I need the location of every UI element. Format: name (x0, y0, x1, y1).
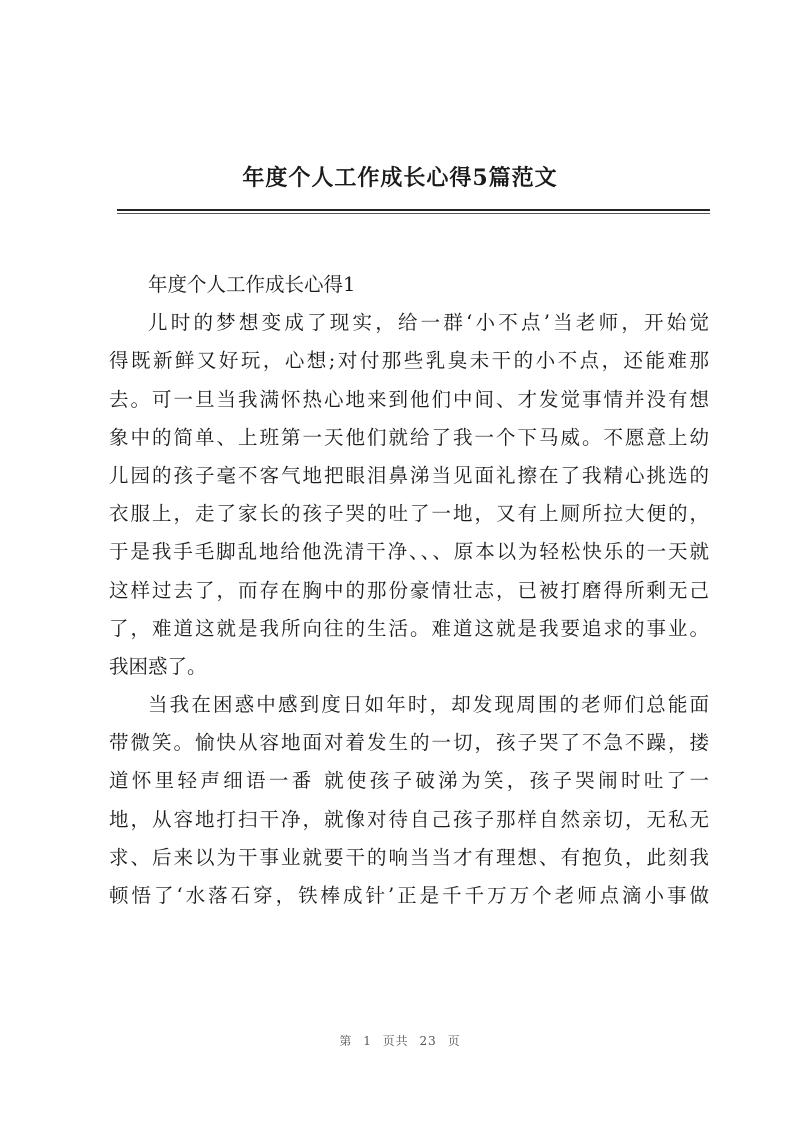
paragraph-line: 求、后来以为干事业就要干的响当当才有理想、有抱负，此刻我 (109, 845, 709, 869)
paragraph-line: 顿悟了‘水落石穿，铁棒成针’正是千千万万个老师点滴小事做 (109, 884, 709, 907)
paragraph-line: 带微笑。愉快从容地面对着发生的一切，孩子哭了不急不躁，搂 (109, 731, 709, 755)
paragraph-line: 衣服上，走了家长的孩子哭的吐了一地，又有上厕所拉大便的， (109, 502, 709, 526)
footer-middle: 页共 (382, 1034, 409, 1048)
title-underline-thin (117, 213, 710, 214)
paragraph-line: 去。可一旦当我满怀热心地来到他们中间、才发觉事情并没有想 (109, 387, 709, 411)
document-body (109, 266, 709, 915)
section-heading: 年度个人工作成长心得1 (148, 273, 356, 296)
footer-total-pages: 23 (419, 1034, 437, 1048)
paragraph-line: 儿时的梦想变成了现实，给一群‘小不点’当老师，开始觉 (148, 311, 709, 335)
page-footer (0, 1032, 800, 1049)
paragraph-2 (109, 686, 709, 915)
paragraph-line: 我困惑了。 (109, 654, 207, 678)
paragraph-line: 儿园的孩子毫不客气地把眼泪鼻涕当见面礼擦在了我精心挑选的 (109, 463, 709, 487)
paragraph-1 (109, 304, 709, 686)
footer-suffix: 页 (447, 1034, 461, 1048)
paragraph-line: 了，难道这就是我所向往的生活。难道这就是我要追求的事业。 (109, 616, 709, 640)
paragraph-line: 这样过去了，而存在胸中的那份豪情壮志，已被打磨得所剩无己 (109, 578, 709, 602)
document-title: 年度个人工作成长心得5篇范文 (242, 165, 558, 191)
paragraph-line: 当我在困惑中感到度日如年时，却发现周围的老师们总能面 (148, 693, 709, 717)
footer-prefix: 第 (339, 1034, 353, 1048)
paragraph-line: 地，从容地打扫干净，就像对待自己孩子那样自然亲切，无私无 (109, 807, 709, 831)
paragraph-line: 得既新鲜又好玩，心想;对付那些乳臭未干的小不点，还能难那 (109, 349, 709, 373)
footer-current-page: 1 (363, 1034, 372, 1048)
paragraph-line: 道怀里轻声细语一番 就使孩子破涕为笑，孩子哭闹时吐了一 (109, 769, 709, 793)
title-underline-thick (117, 209, 710, 211)
paragraph-line: 象中的简单、上班第一天他们就给了我一个下马威。不愿意上幼 (109, 425, 709, 449)
paragraph-line: 于是我手毛脚乱地给他洗清干净、、、原本以为轻松快乐的一天就 (109, 540, 709, 564)
